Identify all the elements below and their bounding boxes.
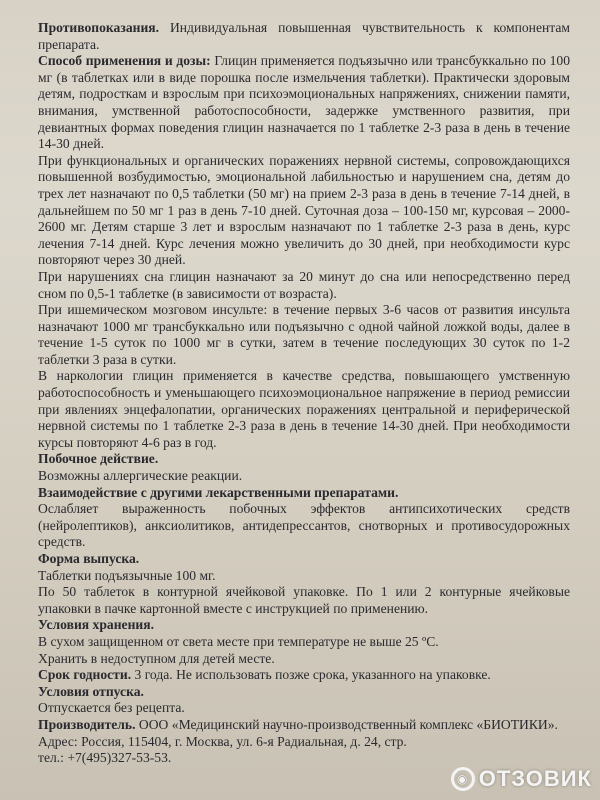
manufacturer-phone: тел.: +7(495)327-53-53. <box>38 750 172 766</box>
storage-paragraph-2: Хранить в недоступном для детей месте. <box>38 650 275 666</box>
watermark-text: ОТЗОВИК <box>478 766 592 791</box>
dosage-paragraph-4: При ишемическом мозговом инсульте: в течение первых 3-6 часов от развития инсульта назначают 1000 мг трансбуккально или подъязычно с одной чайной ложкой воды, далее в течение 1-5 суток по 1000 мг в сутки, затем в течение последующих 30 суток по 1-2 таблетки 3 раза в сутки. <box>38 302 570 367</box>
manufacturer-section <box>38 717 570 734</box>
side-effects-text: Возможны аллергические реакции. <box>38 468 243 484</box>
shelf-life-heading: Срок годности. <box>38 667 132 683</box>
shelf-life-text: 3 года. Не использовать позже срока, указанного на упаковке. <box>134 667 491 683</box>
dosage-paragraph-5: В наркологии глицин применяется в качестве средства, повышающего умственную работоспособность и уменьшающего психоэмоциональное напряжение в период ремиссии при явлениях энцефалопатии, органических поражениях центральной и периферической нервной системы по 1 таблетке 2-3 раза в день в течение 14-30 дней. При необходимости курсы повторяют 4-6 раз в год. <box>38 368 570 450</box>
manufacturer-address: Адрес: Россия, 115404, г. Москва, ул. 6-я Радиальная, д. 24, стр. <box>38 733 407 749</box>
storage-heading: Условия хранения. <box>38 617 154 633</box>
contraindications-text: Индивидуальная повышенная чувствительность к компонентам препарата. <box>38 20 571 52</box>
dispensing-text: Отпускается без рецепта. <box>38 700 185 716</box>
contraindications-section <box>38 20 570 53</box>
dosage-heading: Способ применения и дозы: <box>38 53 211 69</box>
contraindications-heading: Противопоказания. <box>38 20 160 35</box>
side-effects-heading: Побочное действие. <box>38 451 159 467</box>
otzovik-logo-icon: ◉ <box>451 767 475 791</box>
form-heading: Форма выпуска. <box>38 551 140 566</box>
dosage-paragraph-3: При нарушениях сна глицин назначают за 20 минут до сна или непосредственно перед сном по 0,5-1 таблетке (в зависимости от возраста). <box>38 268 570 301</box>
shelf-life-section <box>38 667 570 684</box>
interaction-heading: Взаимодействие с другими лекарственными препаратами. <box>38 484 399 500</box>
manufacturer-text: ООО «Медицинский научно-производственный комплекс «БИОТИКИ». <box>138 716 558 732</box>
dosage-paragraph-2: При функциональных и органических поражениях нервной системы, сопровождающихся повышенной возбудимостью, эмоциональной лабильностью и нарушением сна, детям до трех лет назначают по 0,5 таблетки (50 мг) на прием 2-3 раза в день в течение 7-14 дней, в дальнейшем по 50 мг 1 раз в день 7-10 дней. Суточная доза – 100-150 мг, курсовая – 2000-2600 мг. Детям старше 3 лет и взрослым назначают по 1 таблетке 2-3 раза в день, курс лечения 7-14 дней. Курс лечения можно увеличить до 30 дней, при необходимости курс повторяют через 30 дней. <box>38 152 570 268</box>
otzovik-watermark <box>451 766 592 792</box>
form-paragraph-2: По 50 таблеток в контурной ячейковой упаковке. По 1 или 2 контурные ячейковые упаковки в пачке картонной вместе с инструкцией по применению. <box>38 584 570 616</box>
dosage-section <box>38 53 570 153</box>
dispensing-heading: Условия отпуска. <box>38 683 144 699</box>
form-paragraph-1: Таблетки подъязычные 100 мг. <box>38 567 216 583</box>
manufacturer-heading: Производитель. <box>38 716 136 732</box>
storage-paragraph-1: В сухом защищенном от света месте при температуре не выше 25 ºС. <box>38 633 439 649</box>
dosage-paragraph-1: Глицин применяется подъязычно или трансбуккально по 100 мг (в таблетках или в виде порошка после измельчения таблетки). Практически здоровым детям, подросткам и взрослым при психоэмоциональных напряжениях, снижении памяти, внимания, умственной работоспособности, задержке умственного развития, при девиантных формах поведения глицин назначается по 1 таблетке 2-3 раза в день в течение 14-30 дней. <box>38 53 570 152</box>
interaction-text: Ослабляет выраженность побочных эффектов антипсихотических средств (нейролептиков), анксиолитиков, антидепрессантов, снотворных и противосудорожных средств. <box>38 501 570 550</box>
